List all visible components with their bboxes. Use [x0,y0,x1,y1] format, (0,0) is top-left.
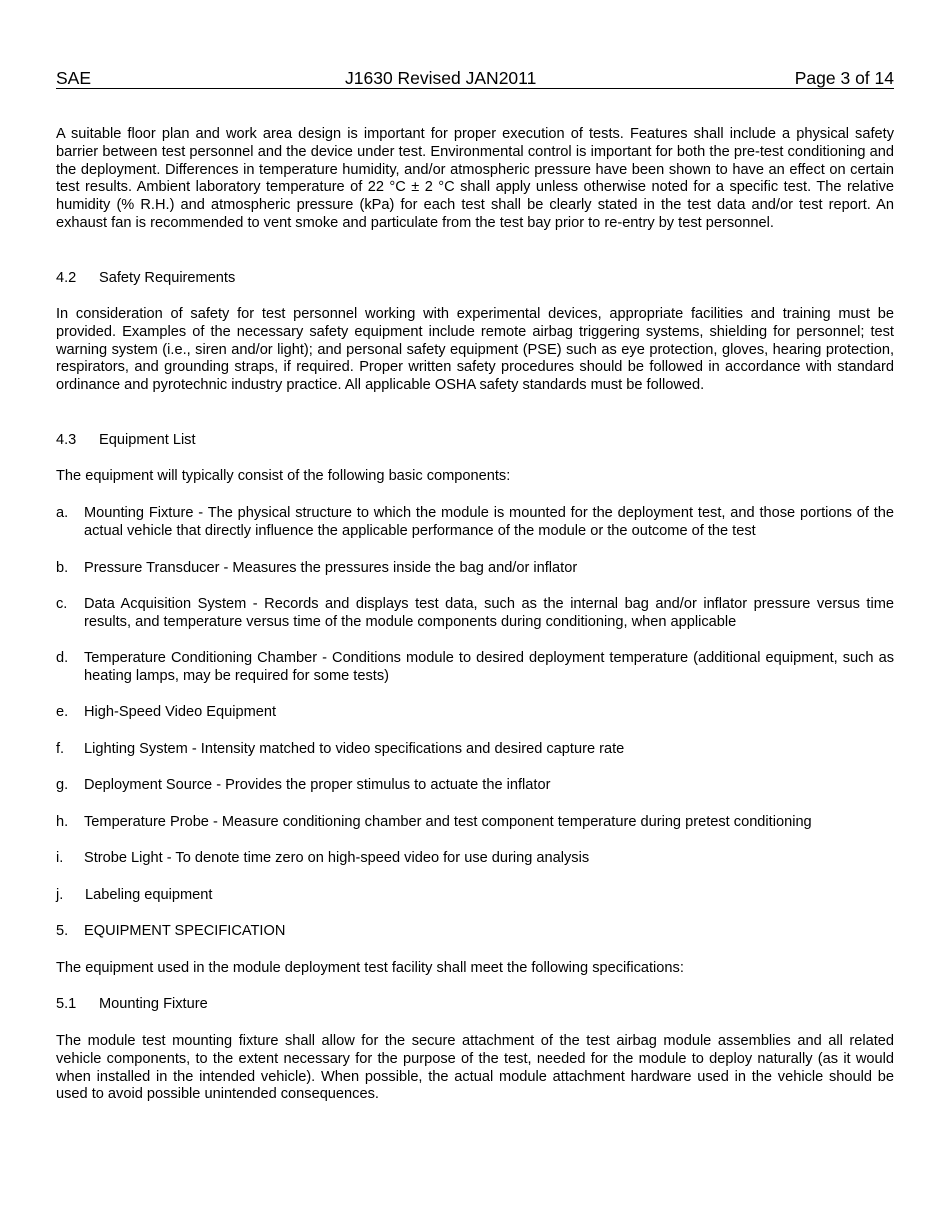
section-title: EQUIPMENT SPECIFICATION [84,923,286,939]
intro-paragraph: A suitable floor plan and work area design is important for proper execution of tests. Features shall include a physical safety barrier between test personnel and the device under test. Environmental control is important for both the pre-test conditioning and the deployment. Differences in temperature humidity, and/or atmospheric pressure have been shown to have an effect on certain test results. Ambient laboratory temperature of 22 °C ± 2 °C shall apply unless otherwise noted for a specific test. The relative humidity (% R.H.) and atmospheric pressure (kPa) for each test shall be clearly stated in the test data and/or test report. An exhaust fan is recommended to vent smoke and particulate from the test bay prior to re-entry by test personnel. [56,126,894,231]
section-5-heading [56,923,285,941]
list-item-marker: f. [56,741,65,757]
section-4-2-heading [56,270,235,288]
list-item-text: Deployment Source - Provides the proper stimulus to actuate the inflator [84,777,551,793]
section-4-3-heading [56,432,196,450]
page-header [56,68,894,89]
list-item-marker: i. [56,850,64,866]
list-item-marker: h. [56,814,69,830]
section-5-1-heading [56,996,208,1014]
safety-requirements-paragraph: In consideration of safety for test personnel working with experimental devices, appropriate facilities and training must be provided. Examples of the necessary safety equipment include remote airbag triggering systems, shielding for personnel; test warning system (i.e., siren and/or light); and personal safety equipment (PSE) such as eye protection, gloves, hearing protection, respirators, and grounding straps, if required. Proper written safety procedures should be followed in accordance with standard ordinance and pyrotechnic industry practice. All applicable OSHA safety standards must be followed. [56,306,894,394]
list-item-text: Temperature Conditioning Chamber - Conditions module to desired deployment temperature (additional equipment, such as heating lamps, may be required for some tests) [84,650,894,684]
equipment-spec-intro: The equipment used in the module deployment test facility shall meet the following specifications: [56,960,684,976]
section-title: Mounting Fixture [99,996,208,1012]
list-item-marker: j. [56,887,64,903]
header-org: SAE [56,68,92,88]
section-number: 5.1 [56,996,77,1012]
section-number: 5. [56,923,69,939]
section-number: 4.2 [56,270,77,286]
equipment-list-intro: The equipment will typically consist of the following basic components: [56,468,511,484]
list-item-marker: g. [56,777,69,793]
list-item-text: High-Speed Video Equipment [84,704,277,720]
list-item-text: Lighting System - Intensity matched to video specifications and desired capture rate [84,741,625,757]
section-title: Safety Requirements [99,270,236,286]
list-item-text: Pressure Transducer - Measures the pressures inside the bag and/or inflator [84,560,578,576]
header-doc-id: J1630 Revised JAN2011 [345,68,537,88]
header-page-number: Page 3 of 14 [794,68,894,88]
section-title: Equipment List [99,432,196,448]
list-item-text: Strobe Light - To denote time zero on high-speed video for use during analysis [84,850,590,866]
list-item-text: Temperature Probe - Measure conditioning chamber and test component temperature during pretest conditioning [84,814,812,830]
list-item-marker: d. [56,650,69,666]
list-item-text: Labeling equipment [85,887,213,903]
list-item-text: Data Acquisition System - Records and displays test data, such as the internal bag and/or inflator pressure versus time results, and temperature versus time of the module components during conditioning, when applicable [84,596,894,630]
list-item-marker: a. [56,505,69,521]
list-item-marker: e. [56,704,69,720]
list-item-text: Mounting Fixture - The physical structure to which the module is mounted for the deployment test, and those portions of the actual vehicle that directly influence the applicable performance of the module or the outcome of the test [84,505,894,539]
section-number: 4.3 [56,432,77,448]
list-item-marker: b. [56,560,69,576]
mounting-fixture-paragraph: The module test mounting fixture shall allow for the secure attachment of the test airbag module assemblies and all related vehicle components, to the extent necessary for the purpose of the test, needed for the module to deploy naturally (as it would when installed in the intended vehicle). When possible, the actual module attachment hardware used in the vehicle should be used to avoid possible unintended consequences. [56,1033,894,1103]
list-item-marker: c. [56,596,68,612]
